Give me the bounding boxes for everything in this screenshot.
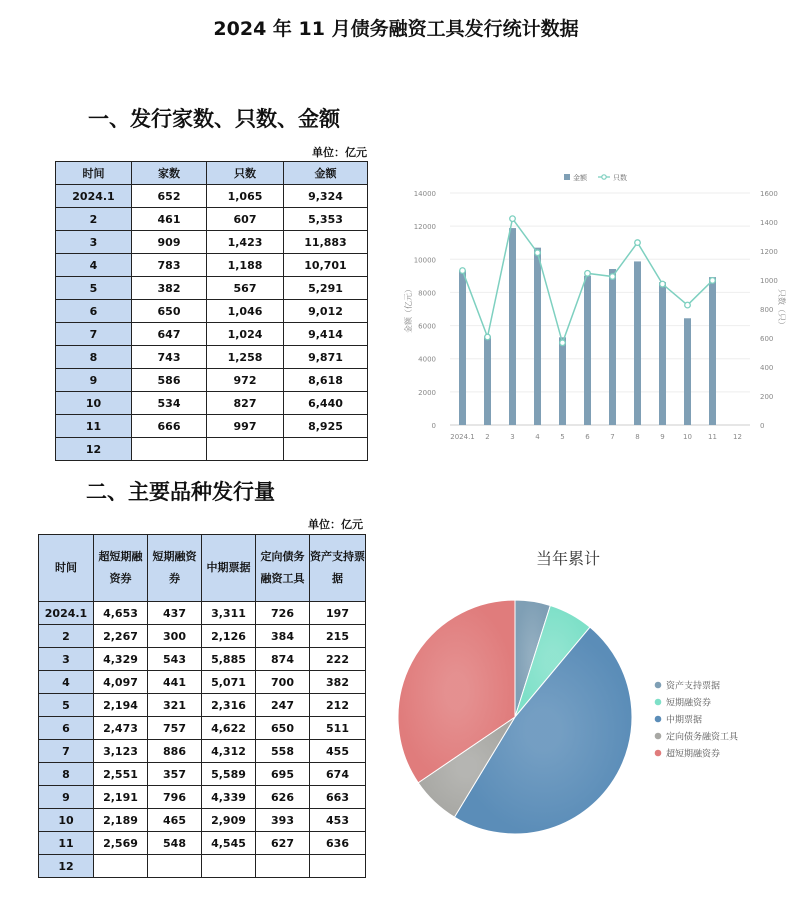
table-row — [39, 671, 366, 694]
y2-axis-label: 只数（只） — [777, 289, 786, 329]
table-cell: 10,701 — [284, 254, 368, 277]
table-row — [39, 694, 366, 717]
pie-legend — [655, 680, 739, 760]
line-point — [660, 281, 666, 287]
table-cell: 3,311 — [202, 602, 256, 625]
table-cell: 627 — [256, 832, 310, 855]
line-point — [710, 278, 716, 284]
table-row — [39, 855, 366, 878]
table-cell — [94, 855, 148, 878]
x-tick-label: 5 — [560, 433, 565, 441]
table-cell: 511 — [310, 717, 366, 740]
chart-legend — [564, 173, 627, 182]
table-cell: 636 — [310, 832, 366, 855]
column-header: 金额 — [284, 162, 368, 185]
section1-unit: 单位：亿元 — [312, 146, 367, 159]
table-cell: 663 — [310, 786, 366, 809]
x-tick-label: 2 — [485, 433, 490, 441]
column-header: 短期融资券 — [148, 535, 202, 602]
column-header: 中期票据 — [202, 535, 256, 602]
bar — [659, 282, 666, 425]
y-tick-label: 12000 — [413, 223, 436, 232]
row-label: 6 — [56, 300, 132, 323]
row-label: 8 — [39, 763, 94, 786]
table-cell: 666 — [132, 415, 207, 438]
table-cell: 2,126 — [202, 625, 256, 648]
table-cell: 2,189 — [94, 809, 148, 832]
row-label: 12 — [56, 438, 132, 461]
line-point — [510, 216, 516, 222]
chart-grid — [450, 193, 750, 425]
table-cell: 393 — [256, 809, 310, 832]
legend-label: 短期融资券 — [666, 698, 712, 709]
table-cell: 2,551 — [94, 763, 148, 786]
table-cell: 2,569 — [94, 832, 148, 855]
table-cell: 4,545 — [202, 832, 256, 855]
table-row — [39, 648, 366, 671]
row-label: 12 — [39, 855, 94, 878]
table-cell: 5,353 — [284, 208, 368, 231]
issuance-table — [55, 161, 368, 461]
table-cell: 743 — [132, 346, 207, 369]
table-row — [39, 717, 366, 740]
x-tick-label: 3 — [510, 433, 515, 441]
line-point — [560, 340, 566, 346]
y-tick-label: 6000 — [418, 322, 436, 331]
column-header: 时间 — [39, 535, 94, 602]
table-row — [56, 231, 368, 254]
bar — [634, 261, 641, 425]
row-label: 5 — [39, 694, 94, 717]
table-cell: 465 — [148, 809, 202, 832]
bar — [684, 318, 691, 425]
line-point — [485, 334, 491, 340]
x-tick-label: 9 — [660, 433, 665, 441]
table-cell: 652 — [132, 185, 207, 208]
product-volume-table — [38, 534, 366, 878]
row-label: 3 — [39, 648, 94, 671]
row-label: 7 — [39, 740, 94, 763]
line-point — [610, 274, 616, 280]
table-cell: 543 — [148, 648, 202, 671]
table-cell: 4,097 — [94, 671, 148, 694]
table-cell: 558 — [256, 740, 310, 763]
table-cell: 11,883 — [284, 231, 368, 254]
table-cell: 212 — [310, 694, 366, 717]
table-row — [56, 415, 368, 438]
table-row — [39, 832, 366, 855]
y2-tick-label: 1000 — [760, 277, 778, 285]
column-header: 资产支持票据 — [310, 535, 366, 602]
row-label: 9 — [39, 786, 94, 809]
legend-swatch — [655, 750, 662, 757]
y2-tick-label: 200 — [760, 393, 774, 401]
table-cell — [310, 855, 366, 878]
table-cell: 4,329 — [94, 648, 148, 671]
row-label: 5 — [56, 277, 132, 300]
legend-swatch — [602, 175, 606, 179]
table-cell: 5,589 — [202, 763, 256, 786]
table-cell: 9,324 — [284, 185, 368, 208]
table-row — [56, 185, 368, 208]
table-cell: 437 — [148, 602, 202, 625]
column-header: 超短期融资券 — [94, 535, 148, 602]
table-cell: 197 — [310, 602, 366, 625]
table-cell: 5,071 — [202, 671, 256, 694]
pie-slices — [398, 600, 632, 834]
table-cell: 215 — [310, 625, 366, 648]
legend-swatch — [655, 716, 662, 723]
table-cell: 650 — [256, 717, 310, 740]
row-label: 9 — [56, 369, 132, 392]
section1-title: 一、发行家数、只数、金额 — [88, 107, 340, 131]
table-row — [56, 346, 368, 369]
table-cell: 567 — [207, 277, 284, 300]
row-label: 8 — [56, 346, 132, 369]
table-cell: 4,312 — [202, 740, 256, 763]
legend-label: 定向债务融资工具 — [666, 732, 739, 743]
table-cell: 247 — [256, 694, 310, 717]
legend-label: 金额 — [573, 174, 587, 182]
table-cell — [132, 438, 207, 461]
table-cell: 534 — [132, 392, 207, 415]
table-cell: 783 — [132, 254, 207, 277]
table-row — [39, 786, 366, 809]
table-cell: 6,440 — [284, 392, 368, 415]
table-cell: 4,622 — [202, 717, 256, 740]
y-tick-label: 14000 — [413, 190, 436, 198]
table-cell — [207, 438, 284, 461]
table-cell: 674 — [310, 763, 366, 786]
table-cell: 2,909 — [202, 809, 256, 832]
table-cell: 453 — [310, 809, 366, 832]
row-label: 7 — [56, 323, 132, 346]
y2-tick-label: 1200 — [760, 248, 778, 256]
x-tick-label: 12 — [733, 433, 742, 441]
table-cell: 4,339 — [202, 786, 256, 809]
table-cell: 461 — [132, 208, 207, 231]
row-label: 2024.1 — [39, 602, 94, 625]
line-point — [460, 268, 466, 274]
table-cell: 455 — [310, 740, 366, 763]
table-cell: 2,473 — [94, 717, 148, 740]
y2-tick-label: 0 — [760, 422, 765, 430]
y-axis-label: 金额（亿元） — [404, 285, 413, 333]
column-header: 只数 — [207, 162, 284, 185]
y-tick-label: 2000 — [418, 388, 436, 397]
row-label: 11 — [56, 415, 132, 438]
table-row — [56, 392, 368, 415]
x-tick-label: 6 — [585, 433, 590, 441]
table-cell: 9,871 — [284, 346, 368, 369]
table-cell: 1,423 — [207, 231, 284, 254]
table-row — [56, 300, 368, 323]
table-cell: 3,123 — [94, 740, 148, 763]
table-cell — [284, 438, 368, 461]
x-tick-label: 4 — [535, 433, 540, 441]
table-header-row — [56, 162, 368, 185]
row-label: 4 — [39, 671, 94, 694]
bar — [709, 277, 716, 425]
table-row — [56, 254, 368, 277]
table-cell: 647 — [132, 323, 207, 346]
bar-series — [459, 228, 716, 425]
table-row — [39, 809, 366, 832]
row-label: 11 — [39, 832, 94, 855]
x-tick-label: 8 — [635, 433, 640, 441]
legend-label: 资产支持票据 — [666, 681, 721, 692]
table-cell: 695 — [256, 763, 310, 786]
table-cell: 726 — [256, 602, 310, 625]
table-row — [56, 438, 368, 461]
table-row — [56, 208, 368, 231]
y-tick-label: 10000 — [413, 256, 436, 265]
bar — [534, 248, 541, 425]
table-cell: 757 — [148, 717, 202, 740]
table-cell: 2,194 — [94, 694, 148, 717]
y2-tick-label: 1400 — [760, 219, 778, 227]
table-cell: 357 — [148, 763, 202, 786]
table-cell: 886 — [148, 740, 202, 763]
y2-tick-label: 400 — [760, 364, 774, 372]
y2-tick-label: 600 — [760, 335, 774, 343]
section2-unit: 单位：亿元 — [308, 518, 363, 531]
table-cell: 1,046 — [207, 300, 284, 323]
table-cell: 441 — [148, 671, 202, 694]
bar — [609, 269, 616, 425]
cumulative-pie-chart — [390, 535, 790, 855]
y-tick-label: 4000 — [418, 355, 436, 364]
table-cell: 382 — [132, 277, 207, 300]
column-header: 家数 — [132, 162, 207, 185]
table-cell: 650 — [132, 300, 207, 323]
table-cell: 9,414 — [284, 323, 368, 346]
line-point — [585, 271, 591, 277]
legend-swatch — [655, 682, 662, 689]
column-header: 时间 — [56, 162, 132, 185]
table-cell: 586 — [132, 369, 207, 392]
y-tick-label: 0 — [431, 422, 436, 430]
legend-label: 只数 — [613, 174, 627, 182]
legend-swatch — [564, 174, 570, 180]
table-cell: 222 — [310, 648, 366, 671]
row-label: 6 — [39, 717, 94, 740]
table-cell: 874 — [256, 648, 310, 671]
table-cell: 321 — [148, 694, 202, 717]
x-tick-label: 10 — [683, 433, 692, 441]
table-row — [39, 763, 366, 786]
row-label: 2024.1 — [56, 185, 132, 208]
table-cell — [148, 855, 202, 878]
table-cell: 997 — [207, 415, 284, 438]
legend-swatch — [655, 733, 662, 740]
table-cell: 1,258 — [207, 346, 284, 369]
table-row — [56, 369, 368, 392]
line-point — [635, 240, 641, 246]
y-tick-label: 8000 — [418, 289, 436, 298]
x-tick-label: 7 — [610, 433, 615, 441]
legend-label: 超短期融资券 — [666, 749, 721, 760]
table-cell: 384 — [256, 625, 310, 648]
table-cell: 8,925 — [284, 415, 368, 438]
table-cell: 382 — [310, 671, 366, 694]
row-label: 10 — [56, 392, 132, 415]
table-row — [56, 323, 368, 346]
row-label: 3 — [56, 231, 132, 254]
monthly-issuance-chart — [405, 168, 785, 458]
table-cell: 8,618 — [284, 369, 368, 392]
table-cell: 1,188 — [207, 254, 284, 277]
table-cell: 9,012 — [284, 300, 368, 323]
legend-label: 中期票据 — [666, 715, 703, 726]
bar — [584, 276, 591, 425]
line-point — [535, 250, 541, 256]
line-point — [685, 302, 691, 308]
table-cell: 972 — [207, 369, 284, 392]
table-cell: 1,065 — [207, 185, 284, 208]
table-cell: 700 — [256, 671, 310, 694]
bar — [459, 270, 466, 425]
table-row — [39, 625, 366, 648]
table-row — [56, 277, 368, 300]
table-row — [39, 602, 366, 625]
section2-title: 二、主要品种发行量 — [86, 480, 275, 504]
y2-tick-label: 800 — [760, 306, 774, 314]
bar — [559, 337, 566, 425]
table-header-row — [39, 535, 366, 602]
table-cell: 2,316 — [202, 694, 256, 717]
table-cell — [256, 855, 310, 878]
x-tick-label: 11 — [708, 433, 717, 441]
document-title: 2024 年 11 月债务融资工具发行统计数据 — [213, 18, 579, 40]
table-cell — [202, 855, 256, 878]
row-label: 2 — [56, 208, 132, 231]
table-cell: 2,191 — [94, 786, 148, 809]
legend-swatch — [655, 699, 662, 706]
table-cell: 548 — [148, 832, 202, 855]
column-header: 定向债务融资工具 — [256, 535, 310, 602]
table-cell: 4,653 — [94, 602, 148, 625]
table-cell: 2,267 — [94, 625, 148, 648]
table-cell: 909 — [132, 231, 207, 254]
row-label: 10 — [39, 809, 94, 832]
table-cell: 5,885 — [202, 648, 256, 671]
table-cell: 796 — [148, 786, 202, 809]
bar — [484, 336, 491, 425]
row-label: 2 — [39, 625, 94, 648]
table-cell: 5,291 — [284, 277, 368, 300]
pie-title: 当年累计 — [535, 549, 601, 568]
x-tick-label: 2024.1 — [450, 433, 475, 441]
y2-tick-label: 1600 — [760, 190, 778, 198]
table-cell: 626 — [256, 786, 310, 809]
bar — [509, 228, 516, 425]
table-cell: 607 — [207, 208, 284, 231]
table-cell: 1,024 — [207, 323, 284, 346]
table-cell: 300 — [148, 625, 202, 648]
table-row — [39, 740, 366, 763]
row-label: 4 — [56, 254, 132, 277]
table-cell: 827 — [207, 392, 284, 415]
